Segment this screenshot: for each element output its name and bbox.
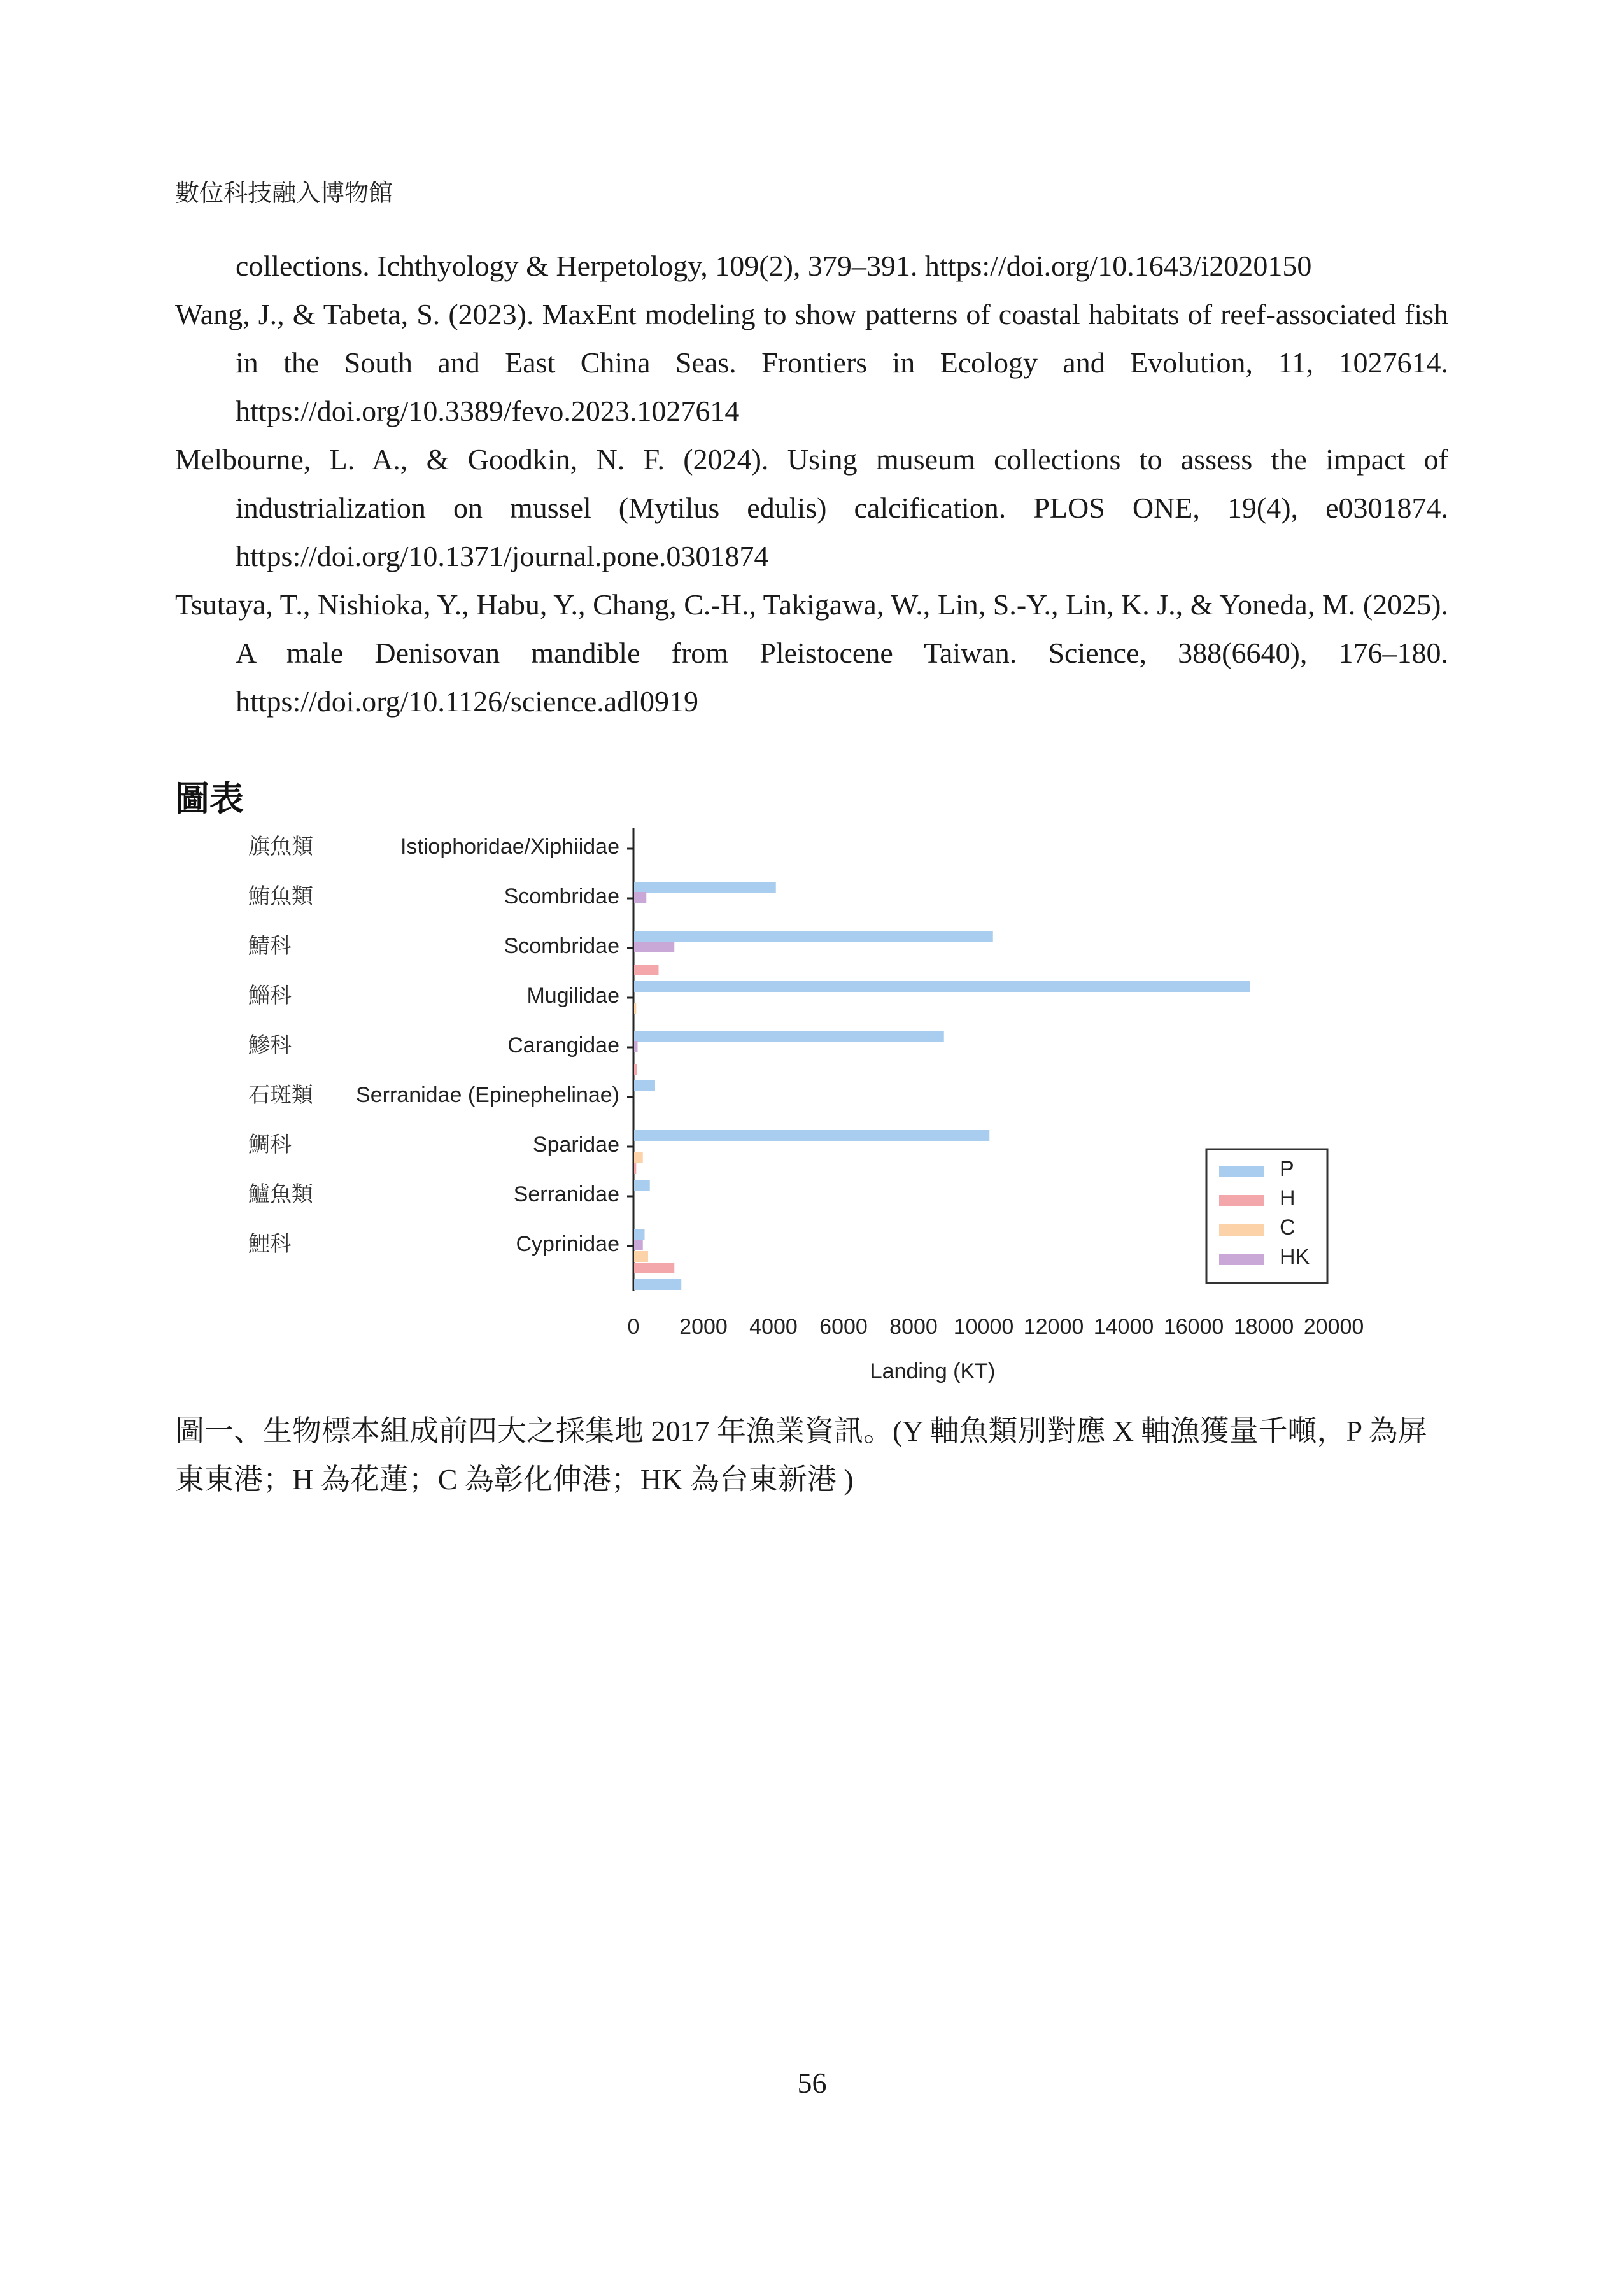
- legend-label: H: [1280, 1186, 1296, 1210]
- category-label-zh: 鱸魚類: [248, 1182, 313, 1206]
- bar-p: [634, 1130, 989, 1141]
- legend-swatch-p: [1219, 1166, 1264, 1177]
- bar-h: [634, 965, 659, 975]
- x-axis-title: Landing (KT): [870, 1359, 996, 1383]
- bar-p: [634, 931, 993, 942]
- section-title: 圖表: [175, 778, 244, 819]
- category-label-en: Serranidae (Epinephelinae): [356, 1083, 619, 1107]
- bar-c: [634, 1003, 636, 1014]
- legend-swatch-hk: [1219, 1254, 1264, 1265]
- bar-c: [634, 1251, 648, 1262]
- category-label-en: Carangidae: [507, 1033, 619, 1058]
- category-label-zh: 鯛科: [248, 1133, 292, 1157]
- bar-p: [634, 1031, 944, 1042]
- category-label-en: Scombridae: [504, 934, 619, 958]
- bar-p: [634, 882, 776, 893]
- legend-swatch-h: [1219, 1195, 1264, 1206]
- page-number: 56: [797, 2067, 827, 2099]
- category-label-en: Cyprinidae: [516, 1232, 619, 1256]
- x-tick-label: 16000: [1163, 1315, 1224, 1339]
- x-tick-label: 4000: [749, 1315, 798, 1339]
- bar-h: [634, 1064, 637, 1075]
- bar-chart: [175, 828, 1385, 1401]
- reference-entry: Tsutaya, T., Nishioka, Y., Habu, Y., Chang, C.-H., Takigawa, W., Lin, S.-Y., Lin, K. J., & Yoneda, M. (2025). A male Denisovan mandible from Pleistocene Taiwan. Science, 388(6640), 176–180. https://doi.org/10.1126/science.adl0919: [175, 588, 1448, 718]
- x-tick-label: 0: [627, 1315, 640, 1339]
- reference-entry: Melbourne, L. A., & Goodkin, N. F. (2024). Using museum collections to assess the impact of industrialization on mussel (Mytilus edulis) calcification. PLOS ONE, 19(4), e0301874. https://doi.org/10.1371/journal.pone.0301874: [175, 443, 1448, 572]
- bar-hk: [634, 1240, 643, 1250]
- reference-entry: Wang, J., & Tabeta, S. (2023). MaxEnt modeling to show patterns of coastal habitats of reef-associated fish in the South and East China Seas. Frontiers in Ecology and Evolution, 11, 1027614. https://doi.org/10.3389/fevo.2023.1027614: [175, 298, 1448, 427]
- bar-p: [634, 981, 1250, 992]
- category-label-zh: 鯉科: [248, 1232, 292, 1256]
- reference-entry: collections. Ichthyology & Herpetology, 109(2), 379–391. https://doi.org/10.1643/i2020150: [236, 250, 1312, 282]
- legend-label: P: [1280, 1157, 1294, 1181]
- legend-label: HK: [1280, 1245, 1310, 1269]
- bar-h: [634, 1163, 636, 1174]
- category-label-en: Sparidae: [532, 1133, 619, 1157]
- bar-p: [634, 1080, 655, 1091]
- x-tick-label: 18000: [1233, 1315, 1294, 1339]
- category-label-zh: 鮪魚類: [248, 884, 313, 909]
- bar-p: [634, 1279, 681, 1290]
- reference-list: [175, 242, 1448, 726]
- running-header: 數位科技融入博物館: [175, 179, 393, 207]
- category-label-zh: 鰺科: [248, 1033, 292, 1058]
- bar-p: [634, 1229, 645, 1240]
- x-tick-label: 6000: [819, 1315, 868, 1339]
- bar-hk: [634, 1041, 638, 1052]
- category-label-en: Istiophoridae/Xiphiidae: [400, 835, 619, 859]
- x-tick-label: 8000: [889, 1315, 938, 1339]
- category-label-en: Serranidae: [513, 1182, 619, 1206]
- bar-hk: [634, 942, 674, 952]
- x-tick-label: 14000: [1093, 1315, 1154, 1339]
- category-label-en: Mugilidae: [526, 984, 619, 1008]
- bar-h: [634, 1263, 674, 1273]
- chart-container: [175, 828, 1385, 1401]
- category-label-zh: 鯖科: [248, 934, 292, 958]
- bar-hk: [634, 892, 646, 903]
- legend-swatch-c: [1219, 1224, 1264, 1236]
- figure-caption: 圖一、生物標本組成前四大之採集地 2017 年漁業資訊。(Y 軸魚類別對應 X 軸漁獲量千噸，P 為屏東東港；H 為花蓮；C 為彰化伸港；HK 為台東新港 ): [175, 1415, 1427, 1496]
- bar-c: [634, 1152, 643, 1163]
- bar-p: [634, 1180, 650, 1191]
- x-tick-label: 12000: [1023, 1315, 1084, 1339]
- category-label-zh: 旗魚類: [248, 835, 313, 859]
- x-tick-label: 10000: [953, 1315, 1014, 1339]
- legend-label: C: [1280, 1215, 1296, 1240]
- category-label-en: Scombridae: [504, 884, 619, 909]
- x-tick-label: 20000: [1303, 1315, 1364, 1339]
- x-tick-label: 2000: [679, 1315, 728, 1339]
- category-label-zh: 石斑類: [248, 1083, 313, 1107]
- category-label-zh: 鯔科: [248, 984, 292, 1008]
